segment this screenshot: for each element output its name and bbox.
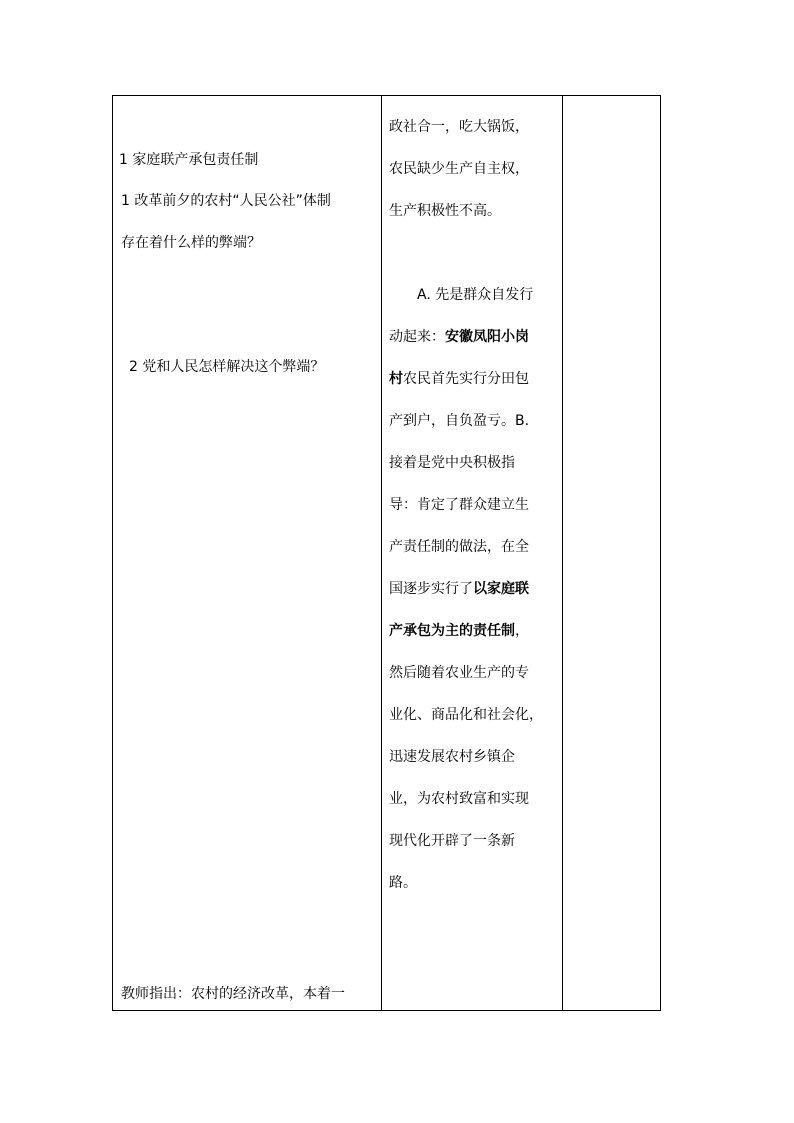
answer-text [389,106,555,904]
answer-line: A. 先是群众自发行 [417,287,534,303]
answer-line: 导：肯定了群众建立生 [389,497,529,513]
answer-line: 迅速发展农村乡镇企 [389,749,515,765]
answer-text-span: 农民首先实行分田包 [403,371,529,387]
answer-line: 产到户，自负盈亏。B. [389,413,530,429]
answer-line: 路。 [389,875,417,891]
answer-line: 农民缺少生产自主权， [389,161,529,177]
answer-bold-span: 以家庭联 [473,581,529,597]
answer-line: 产责任制的做法，在全 [389,539,529,555]
teacher-note: 教师指出：农村的经济改革，本着一 [121,986,345,1002]
notes-column [562,96,661,1010]
question-1-line-1: 1 改革前夕的农村“人民公社”体制 [121,193,331,209]
answer-line: 业，为农村致富和实现 [389,791,529,807]
question-column [113,96,381,1010]
answer-line [389,568,555,610]
answer-text-span: 动起来： [389,329,445,345]
answer-line [389,358,555,400]
lesson-table [112,95,661,1011]
answer-text-span: ， [515,623,529,639]
answer-bold-span: 产承包为主的责任制 [389,623,515,639]
answer-line: 现代化开辟了一条新 [389,833,515,849]
answer-line: 业化、商品化和社会化， [389,707,543,723]
answer-bold-span: 村 [389,371,403,387]
section-heading: 1 家庭联产承包责任制 [119,152,259,168]
answer-bold-span: 安徽凤阳小岗 [445,329,529,345]
answer-column [381,96,563,1010]
answer-line: 接着是党中央积极指 [389,455,515,471]
answer-line [389,610,555,652]
answer-line [389,316,555,358]
question-2: 2 党和人民怎样解决这个弊端？ [129,359,325,375]
question-1-line-2: 存在着什么样的弊端？ [121,235,261,251]
answer-line: 然后随着农业生产的专 [389,665,529,681]
answer-line: 政社合一，吃大锅饭， [389,119,529,135]
answer-line: 生产积极性不高。 [389,203,501,219]
answer-spacer [389,232,555,274]
answer-text-span: 国逐步实行了 [389,581,473,597]
